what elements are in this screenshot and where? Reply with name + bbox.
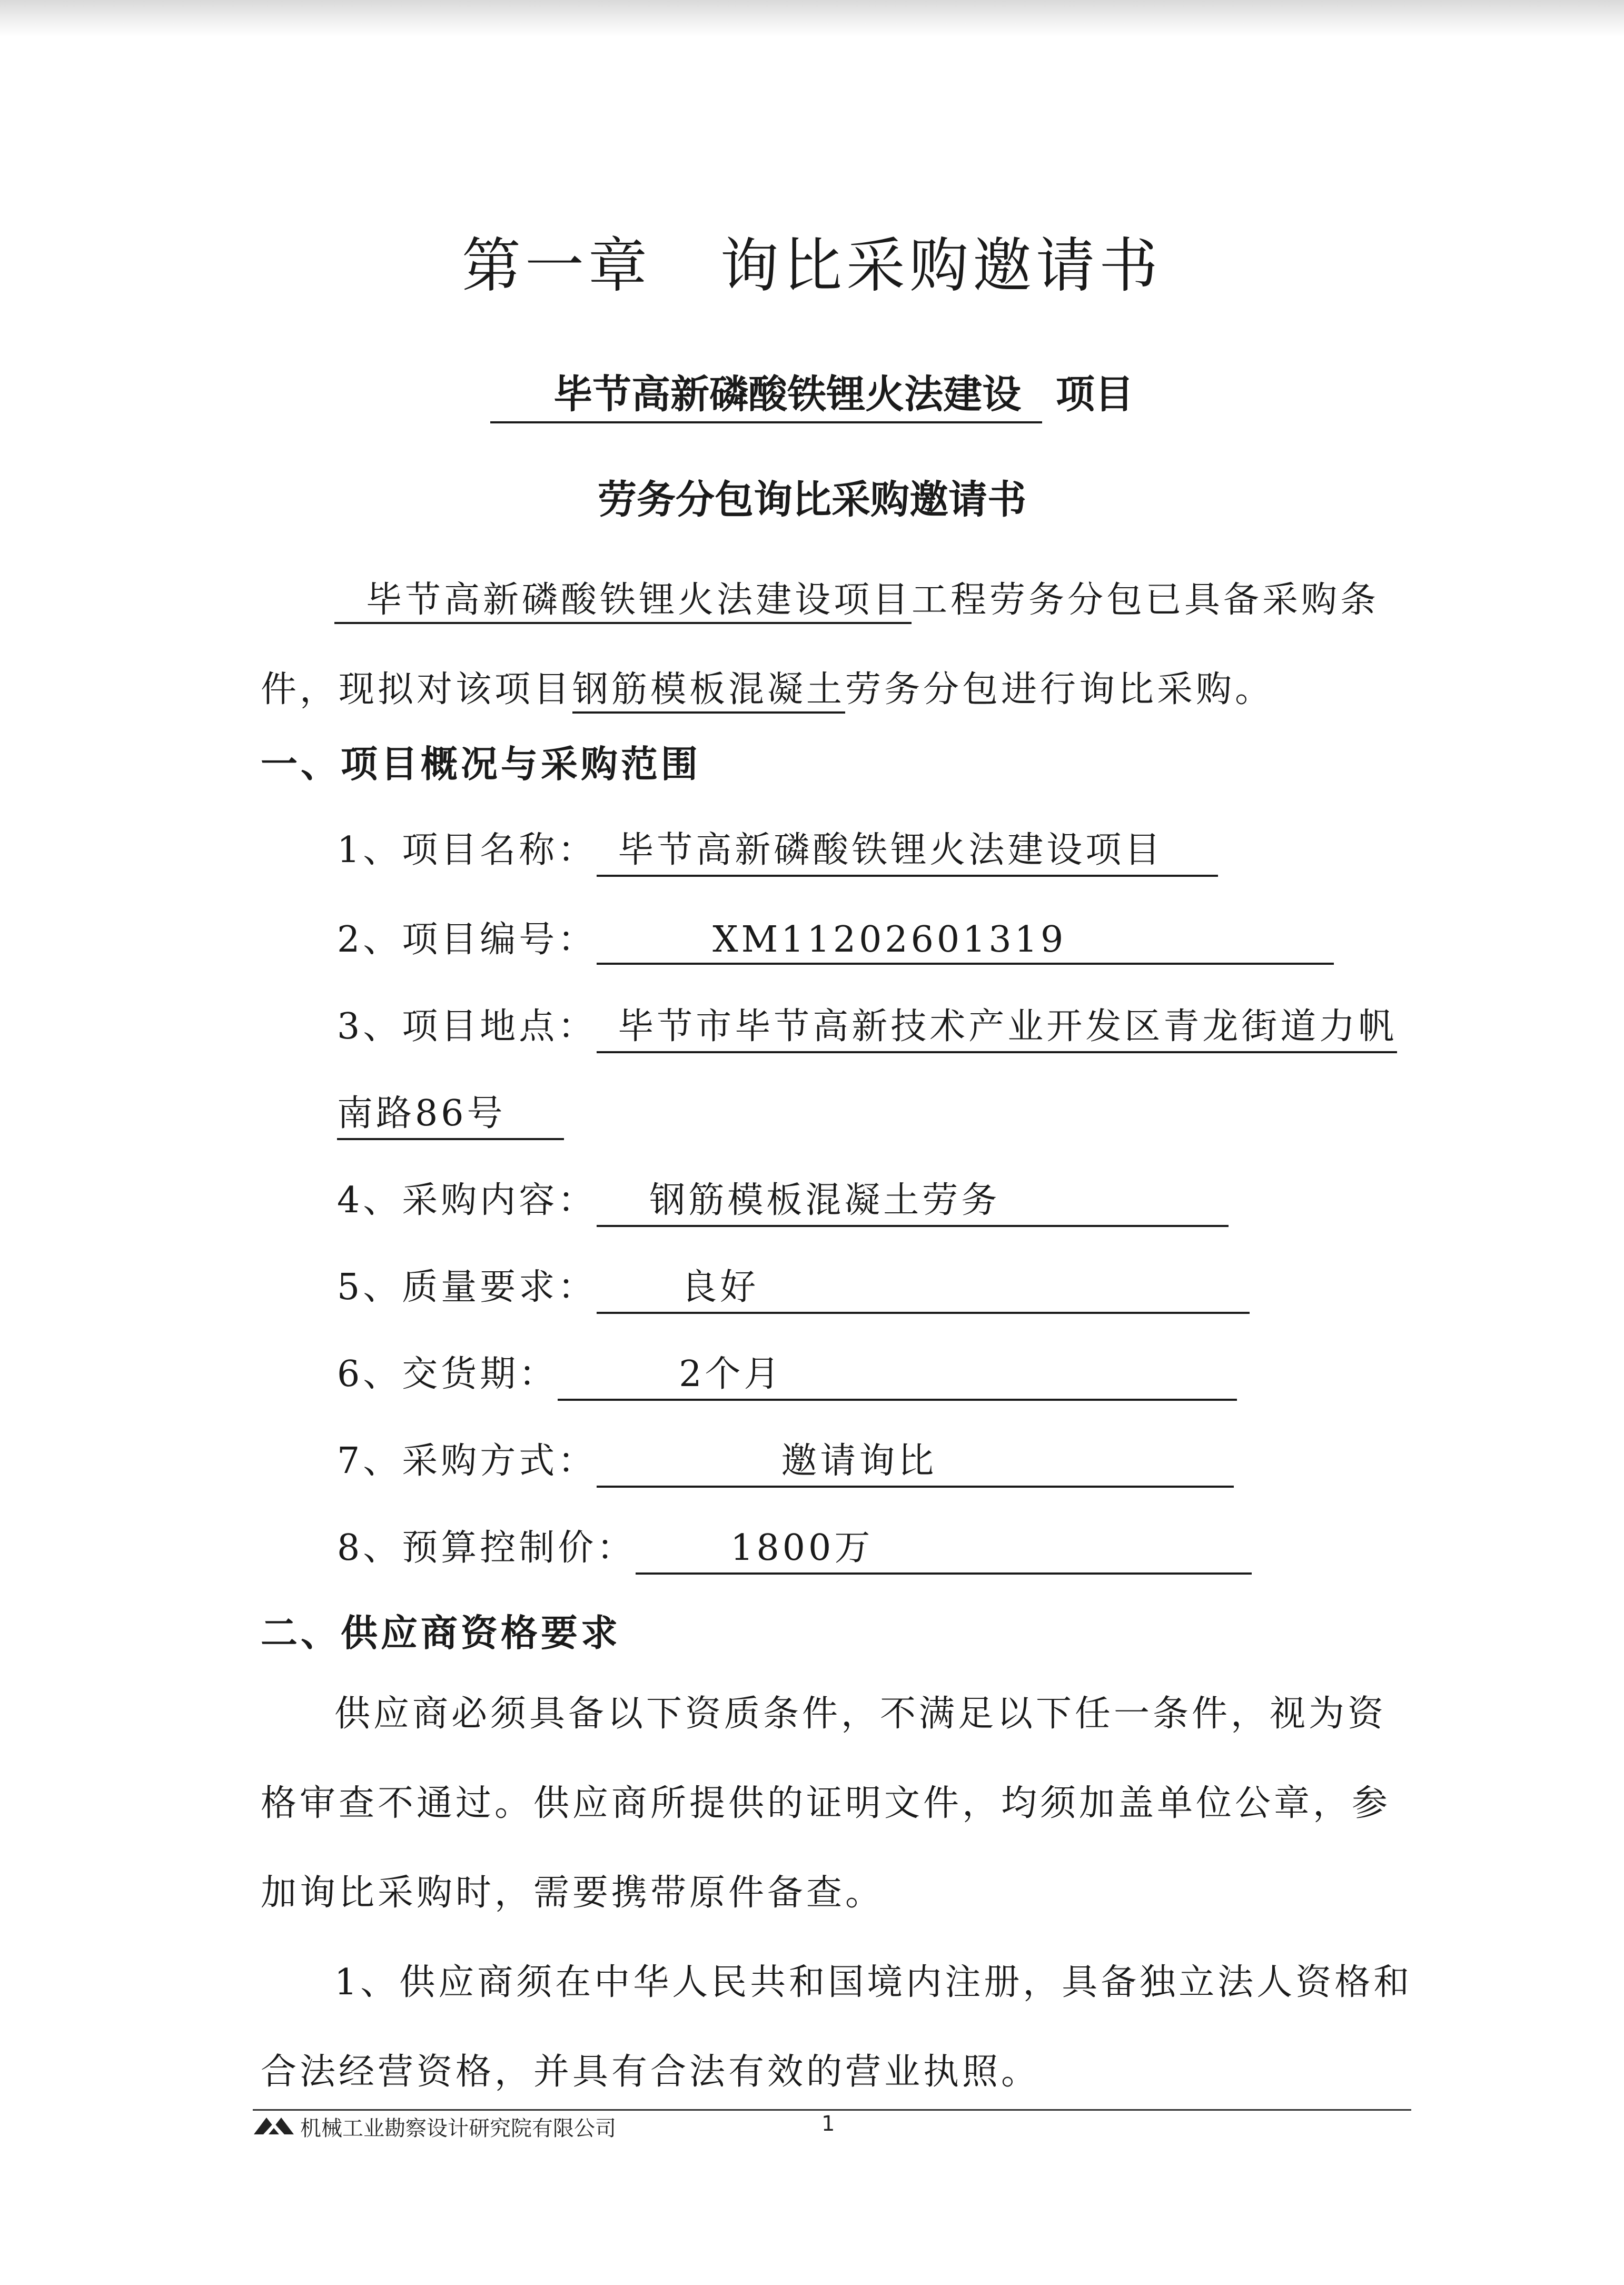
project-title-suffix: 项目 <box>1055 372 1134 417</box>
item-method: 7、采购方式： 邀请询比 <box>337 1432 1234 1488</box>
intro-text1: 工程劳务分包已具备采购条件，现拟对该项目 <box>261 579 1380 710</box>
page-number: 1 <box>821 2112 835 2136</box>
section1-heading: 一、项目概况与采购范围 <box>261 742 701 786</box>
item-project-location-cont: 南路86号 <box>337 1085 564 1140</box>
section2-paragraph2: 1、供应商须在中华人民共和国境内注册，具备独立法人资格和合法经营资格，并具有合法有效的营业执照。 <box>261 1962 1413 2093</box>
intro-project: 毕节高新磷酸铁锂火法建设项目 <box>334 579 912 624</box>
item-project-location: 3、项目地点： 毕节市毕节高新技术产业开发区青龙街道力帆 <box>337 998 1397 1053</box>
item-project-number: 2、项目编号： XM11202601319 <box>337 911 1334 965</box>
item-procurement-content: 4、采购内容： 钢筋模板混凝土劳务 <box>337 1172 1229 1227</box>
intro-scope: 钢筋模板混凝土 <box>572 669 845 714</box>
project-title-name: 毕节高新磷酸铁锂火法建设 <box>490 363 1042 423</box>
company-logo-icon <box>253 2114 295 2135</box>
item-delivery: 6、交货期： 2个月 <box>337 1346 1237 1401</box>
item-quality: 5、质量要求： 良好 <box>337 1259 1250 1314</box>
project-title <box>0 363 1624 423</box>
intro-text2: 劳务分包进行询比采购。 <box>845 669 1274 710</box>
intro-paragraph <box>261 556 1419 735</box>
chapter-title <box>0 219 1624 303</box>
footer-company: 机械工业勘察设计研究院有限公司 <box>300 2116 616 2141</box>
chapter-number: 第一章 <box>462 232 651 300</box>
invitation-title: 劳务分包询比采购邀请书 <box>598 477 1026 522</box>
section2-heading: 二、供应商资格要求 <box>261 1611 621 1655</box>
item-budget: 8、预算控制价： 1800万 <box>337 1519 1252 1575</box>
chapter-name: 询比采购邀请书 <box>720 232 1162 300</box>
item-project-name: 1、项目名称： 毕节高新磷酸铁锂火法建设项目 <box>337 822 1218 877</box>
section2-paragraph1: 供应商必须具备以下资质条件，不满足以下任一条件，视为资格审查不通过。供应商所提供的证明文件，均须加盖单位公章，参加询比采购时，需要携带原件备查。 <box>261 1693 1391 1914</box>
footer-divider <box>253 2109 1411 2111</box>
